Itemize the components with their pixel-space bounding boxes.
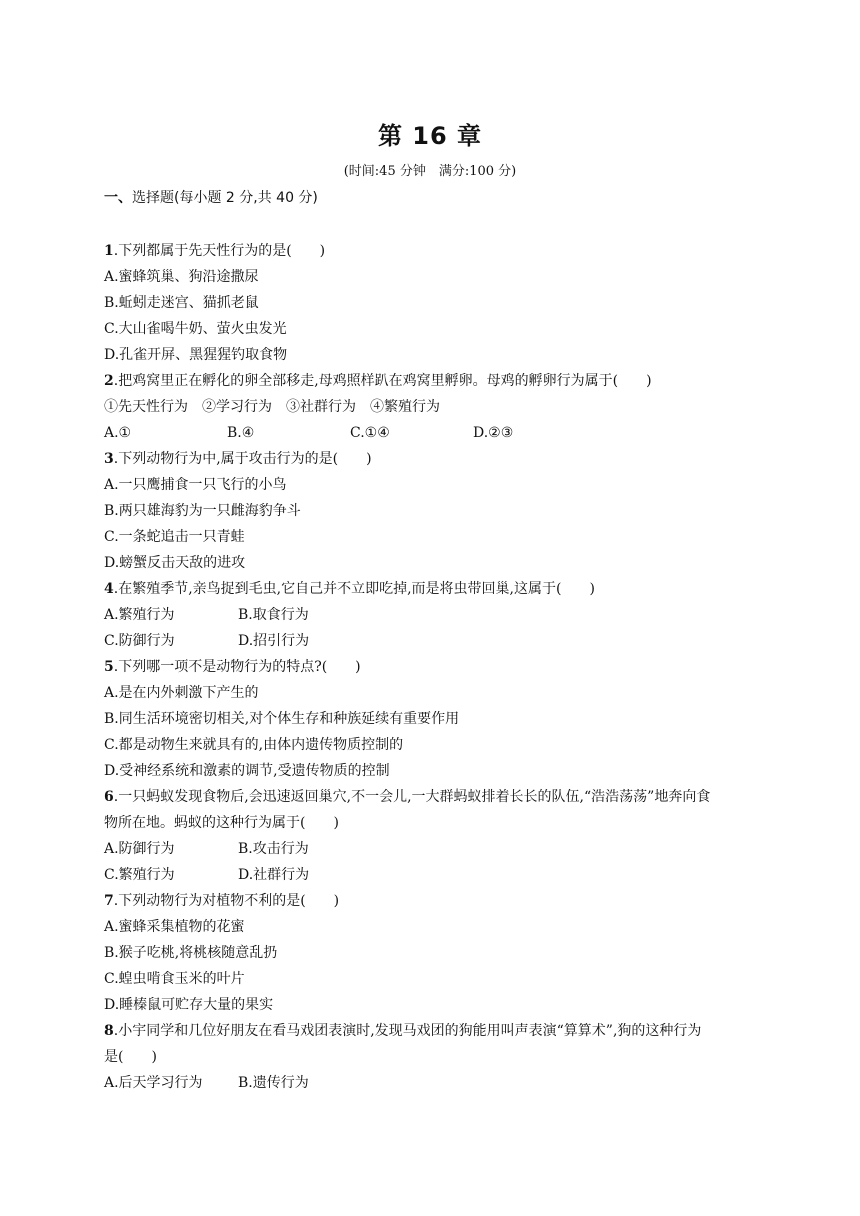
question-8-stem bbox=[104, 1018, 764, 1044]
question-2-stem bbox=[104, 368, 764, 394]
question-2-option-c: C.①④ bbox=[350, 425, 390, 441]
question-6-option-a: A.防御行为 bbox=[104, 841, 175, 857]
question-4-option-a: A.繁殖行为 bbox=[104, 607, 175, 623]
question-3-option-a: A.一只鹰捕食一只飞行的小鸟 bbox=[104, 477, 287, 493]
question-3-option-d: D.螃蟹反击天敌的进攻 bbox=[104, 555, 246, 571]
question-list bbox=[104, 238, 764, 1096]
question-5-option-a: A.是在内外刺激下产生的 bbox=[104, 685, 259, 701]
question-1-option-b: B.蚯蚓走迷宫、猫抓老鼠 bbox=[104, 295, 259, 311]
question-text: .把鸡窝里正在孵化的卵全部移走,母鸡照样趴在鸡窝里孵卵。母鸡的孵卵行为属于( ) bbox=[113, 373, 652, 389]
question-6-options-row-2 bbox=[104, 862, 764, 888]
question-2-options bbox=[104, 420, 764, 446]
question-6-options-row-1 bbox=[104, 836, 764, 862]
page-title: 第 16 章 bbox=[377, 122, 483, 150]
question-4-options-row-2 bbox=[104, 628, 764, 654]
question-8-stem-continued: 是( ) bbox=[104, 1049, 157, 1065]
question-5-stem bbox=[104, 654, 764, 680]
question-4-stem bbox=[104, 576, 764, 602]
question-3-stem bbox=[104, 446, 764, 472]
question-1-option-c: C.大山雀喝牛奶、萤火虫发光 bbox=[104, 321, 287, 337]
question-4-option-d: D.招引行为 bbox=[238, 633, 310, 649]
question-1-option-d: D.孔雀开屏、黑猩猩钓取食物 bbox=[104, 347, 288, 363]
question-2-option-b: B.④ bbox=[227, 425, 255, 441]
question-4-options-row-1 bbox=[104, 602, 764, 628]
question-5-option-d: D.受神经系统和激素的调节,受遗传物质的控制 bbox=[104, 763, 390, 779]
question-8-option-a: A.后天学习行为 bbox=[104, 1075, 203, 1091]
question-3-option-b: B.两只雄海豹为一只雌海豹争斗 bbox=[104, 503, 301, 519]
question-7-option-d: D.睡榛鼠可贮存大量的果实 bbox=[104, 997, 274, 1013]
question-7-option-b: B.猴子吃桃,将桃核随意乱扔 bbox=[104, 945, 278, 961]
question-number: 6 bbox=[104, 789, 114, 805]
question-number: 5 bbox=[104, 659, 114, 675]
question-text: .一只蚂蚁发现食物后,会迅速返回巢穴,不一会儿,一大群蚂蚁排着长长的队伍,“浩浩荡荡”地奔向食 bbox=[113, 789, 711, 805]
section-number: 一、 bbox=[104, 190, 132, 206]
question-6-option-c: C.繁殖行为 bbox=[104, 867, 175, 883]
question-text: .下列动物行为对植物不利的是( ) bbox=[113, 893, 340, 909]
question-1-option-a: A.蜜蜂筑巢、狗沿途撒尿 bbox=[104, 269, 259, 285]
question-number: 8 bbox=[104, 1023, 114, 1039]
question-8-options-row-1 bbox=[104, 1070, 764, 1096]
question-7-stem bbox=[104, 888, 764, 914]
exam-info: (时间:45 分钟 满分:100 分) bbox=[343, 164, 517, 179]
question-text: .下列都属于先天性行为的是( ) bbox=[113, 243, 326, 259]
question-2-statements: ①先天性行为 ②学习行为 ③社群行为 ④繁殖行为 bbox=[104, 399, 440, 415]
question-text: .下列哪一项不是动物行为的特点?( ) bbox=[113, 659, 361, 675]
question-number: 3 bbox=[104, 451, 114, 467]
question-number: 1 bbox=[104, 243, 114, 259]
question-8-option-b: B.遗传行为 bbox=[238, 1075, 309, 1091]
question-7-option-c: C.蝗虫啃食玉米的叶片 bbox=[104, 971, 245, 987]
question-number: 7 bbox=[104, 893, 114, 909]
question-6-stem-continued: 物所在地。蚂蚁的这种行为属于( ) bbox=[104, 815, 339, 831]
question-5-option-b: B.同生活环境密切相关,对个体生存和种族延续有重要作用 bbox=[104, 711, 460, 727]
question-4-option-b: B.取食行为 bbox=[238, 607, 309, 623]
question-1-stem bbox=[104, 238, 764, 264]
question-5-option-c: C.都是动物生来就具有的,由体内遗传物质控制的 bbox=[104, 737, 404, 753]
question-6-option-d: D.社群行为 bbox=[238, 867, 310, 883]
section-heading bbox=[104, 187, 318, 207]
question-7-option-a: A.蜜蜂采集植物的花蜜 bbox=[104, 919, 245, 935]
question-6-stem bbox=[104, 784, 764, 810]
question-2-option-a: A.① bbox=[104, 425, 132, 441]
question-6-option-b: B.攻击行为 bbox=[238, 841, 309, 857]
question-number: 4 bbox=[104, 581, 114, 597]
question-text: .小宇同学和几位好朋友在看马戏团表演时,发现马戏团的狗能用叫声表演“算算术”,狗的这种行为 bbox=[113, 1023, 702, 1039]
question-number: 2 bbox=[104, 373, 114, 389]
question-text: .在繁殖季节,亲鸟捉到毛虫,它自己并不立即吃掉,而是将虫带回巢,这属于( ) bbox=[113, 581, 595, 597]
question-4-option-c: C.防御行为 bbox=[104, 633, 175, 649]
section-label: 选择题(每小题 2 分,共 40 分) bbox=[132, 190, 318, 206]
question-text: .下列动物行为中,属于攻击行为的是( ) bbox=[113, 451, 372, 467]
question-3-option-c: C.一条蛇追击一只青蛙 bbox=[104, 529, 245, 545]
question-2-option-d: D.②③ bbox=[473, 425, 514, 441]
